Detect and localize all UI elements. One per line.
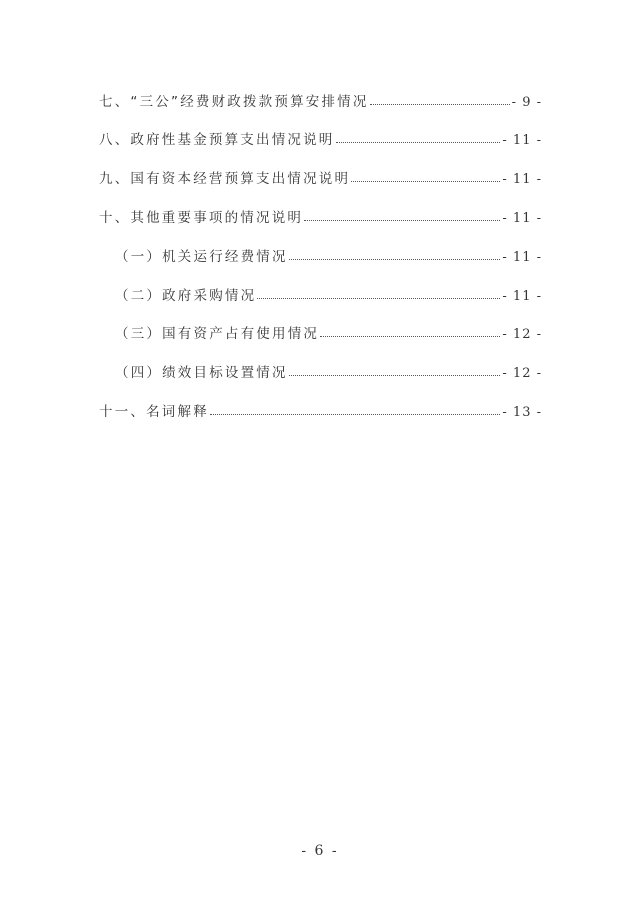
toc-entry-page: - 11 -	[502, 172, 542, 187]
toc-dot-leader	[351, 181, 500, 182]
toc-entry-page: - 11 -	[502, 250, 542, 265]
toc-dot-leader	[210, 414, 501, 415]
toc-entry-page: - 12 -	[502, 327, 542, 342]
toc-entry-title: 十、其他重要事项的情况说明	[99, 210, 304, 226]
toc-entry-title: （二）政府采购情况	[115, 288, 257, 304]
toc-entry-state-assets[interactable]	[115, 320, 542, 342]
toc-dot-leader	[289, 375, 501, 376]
toc-entry-glossary[interactable]	[99, 398, 542, 420]
toc-entry-state-capital[interactable]	[99, 165, 542, 187]
toc-entry-title: （一）机关运行经费情况	[115, 249, 288, 265]
toc-entry-other-matters[interactable]	[99, 204, 542, 226]
toc-entry-title: （三）国有资产占有使用情况	[115, 326, 320, 342]
toc-entry-title: 八、政府性基金预算支出情况说明	[99, 132, 335, 148]
toc-entry-title: （四）绩效目标设置情况	[115, 365, 288, 381]
toc-dot-leader	[257, 298, 500, 299]
toc-entry-sangong[interactable]	[99, 88, 542, 110]
toc-entry-operating-expenses[interactable]	[115, 243, 542, 265]
toc-dot-leader	[336, 142, 501, 143]
toc-entry-title: 九、国有资本经营预算支出情况说明	[99, 171, 351, 187]
toc-entry-performance-targets[interactable]	[115, 359, 542, 381]
toc-entry-page: - 13 -	[502, 405, 542, 420]
toc-entry-page: - 11 -	[502, 289, 542, 304]
toc-entry-government-fund[interactable]	[99, 126, 542, 148]
toc-entry-page: - 12 -	[502, 366, 542, 381]
toc-entry-procurement[interactable]	[115, 282, 542, 304]
toc-entry-page: - 11 -	[502, 211, 542, 226]
toc-entry-title: 七、“三公”经费财政拨款预算安排情况	[99, 94, 369, 110]
toc-dot-leader	[370, 104, 510, 105]
toc-entry-page: - 11 -	[502, 133, 542, 148]
page-number: - 6 -	[301, 843, 339, 859]
toc-dot-leader	[304, 220, 500, 221]
toc-entry-title: 十一、名词解释	[99, 404, 209, 420]
toc-dot-leader	[289, 259, 501, 260]
toc-dot-leader	[320, 336, 500, 337]
toc-entry-page: - 9 -	[511, 95, 542, 110]
